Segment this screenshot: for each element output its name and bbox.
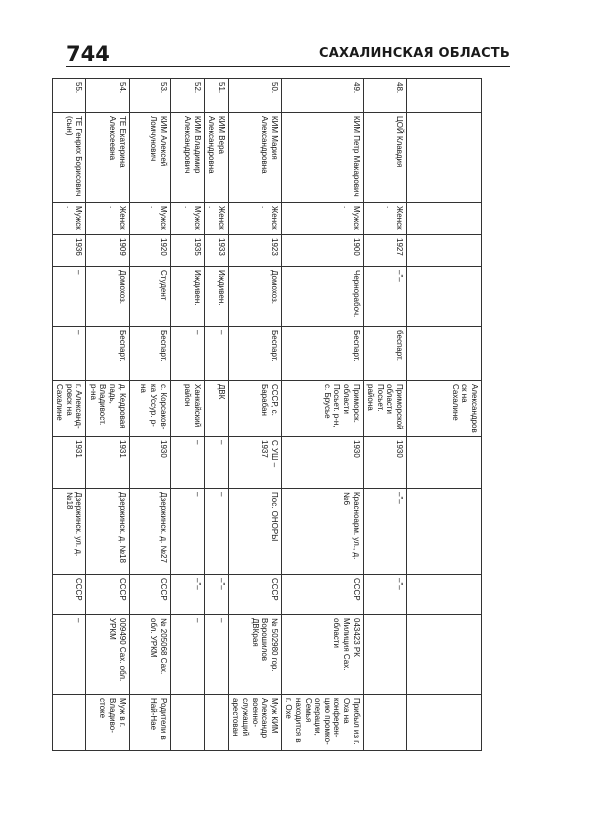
document-cell [363, 615, 406, 695]
address-cell: – [204, 489, 228, 575]
arrival-year-cell: 1931 [52, 437, 86, 489]
citizenship-cell: СССР [129, 575, 170, 615]
birthplace-cell: с. Корсаков-ка Уссур. р-на [129, 381, 170, 437]
table-cell: Александров ск на Сахалине [407, 381, 482, 437]
birthplace-cell: СССР, с. Барабан [228, 381, 281, 437]
party-cell: – [52, 327, 86, 381]
document-cell: № 205068 Сах. обл. УРКМ [129, 615, 170, 695]
note-cell [363, 695, 406, 751]
table-cell [407, 575, 482, 615]
sex-cell: Женск. [86, 203, 129, 235]
page-number: 744 [66, 42, 110, 66]
row-number-cell: 50. [228, 79, 281, 113]
arrival-year-cell: 1930 [129, 437, 170, 489]
note-cell [170, 695, 204, 751]
document-cell: № 502980 гор. Ворошилов ДВКрая [228, 615, 281, 695]
name-cell: КИМ Вера Александровна [204, 113, 228, 203]
table-cell [407, 113, 482, 203]
table-row [281, 79, 363, 751]
row-number-cell: 48. [363, 79, 406, 113]
birth-year-cell: 1900 [281, 235, 363, 267]
row-number-cell: 55. [52, 79, 86, 113]
running-title: САХАЛИНСКАЯ ОБЛАСТЬ [319, 46, 510, 61]
birth-year-cell: 1920 [129, 235, 170, 267]
rotated-table-frame [55, 78, 482, 750]
table-cell [407, 615, 482, 695]
occupation-cell: – [52, 267, 86, 327]
occupation-cell: Студент [129, 267, 170, 327]
table-row [170, 79, 204, 751]
occupation-cell: Иждивен. [204, 267, 228, 327]
sex-cell: Мужск. [281, 203, 363, 235]
occupation-cell: Домохоз. [228, 267, 281, 327]
party-cell: Беспарт. [86, 327, 129, 381]
name-cell: ТЕ Генрих Борисович (сын) [52, 113, 86, 203]
sex-cell: Мужск. [129, 203, 170, 235]
address-cell: Дзержинск. ул. д. №18 [52, 489, 86, 575]
arrival-year-cell: С УШ – 1937 [228, 437, 281, 489]
name-cell: ЦОЙ Клавдия [363, 113, 406, 203]
birth-year-cell: 1909 [86, 235, 129, 267]
row-number-cell: 49. [281, 79, 363, 113]
table-row [52, 79, 86, 751]
citizenship-cell: СССР [52, 575, 86, 615]
birthplace-cell: Ханкайский район [170, 381, 204, 437]
citizenship-cell: –"– [204, 575, 228, 615]
sex-cell: Женск. [204, 203, 228, 235]
occupation-cell: Чернорабоч. [281, 267, 363, 327]
name-cell: ТЕ Екатерина Алексеевна [86, 113, 129, 203]
table-cell [407, 203, 482, 235]
birthplace-cell: ДВК [204, 381, 228, 437]
note-cell: Прибыл из г. Оха на конферен-цию промко-операции, Семья находится в г. Охе [281, 695, 363, 751]
party-cell: Беспарт. [228, 327, 281, 381]
sex-cell: Женск. [228, 203, 281, 235]
table-cell [407, 695, 482, 751]
occupation-cell: –"– [363, 267, 406, 327]
document-cell: – [204, 615, 228, 695]
document-cell: 009490 Сах. обл. УРКМ [86, 615, 129, 695]
note-cell: Родители в Най-Нае [129, 695, 170, 751]
birthplace-cell: Приморской области Посьет. района [363, 381, 406, 437]
note-cell [204, 695, 228, 751]
birth-year-cell: 1933 [204, 235, 228, 267]
party-cell: – [204, 327, 228, 381]
party-cell: Беспарт. [129, 327, 170, 381]
row-number-cell: 52. [170, 79, 204, 113]
arrival-year-cell: 1931 [86, 437, 129, 489]
birth-year-cell: 1923 [228, 235, 281, 267]
name-cell: КИМ Петр Макарович [281, 113, 363, 203]
citizenship-cell: –"– [170, 575, 204, 615]
note-cell: Муж КИМ Александр военно-служащий арестован [228, 695, 281, 751]
birthplace-cell: г. Александ-ровск на Сахалине [52, 381, 86, 437]
address-cell: Дзержинск. д. №27 [129, 489, 170, 575]
table-row [129, 79, 170, 751]
occupation-cell: Домохоз. [86, 267, 129, 327]
sex-cell: Мужск. [52, 203, 86, 235]
birth-year-cell: 1936 [52, 235, 86, 267]
address-cell: Дзержинск. д. №18 [86, 489, 129, 575]
arrival-year-cell: – [204, 437, 228, 489]
address-cell: Красноарм. ул., д. №6 [281, 489, 363, 575]
birthplace-cell: д. Кедровая падь, Владивост. р-на [86, 381, 129, 437]
citizenship-cell: СССР [86, 575, 129, 615]
table-cell [407, 489, 482, 575]
party-cell: – [170, 327, 204, 381]
register-table [52, 78, 482, 751]
table-row [204, 79, 228, 751]
register-table-container [55, 78, 482, 750]
note-cell: Муж в г. Владиво-стоке [86, 695, 129, 751]
party-cell: Беспарт. [281, 327, 363, 381]
row-number-cell: 53. [129, 79, 170, 113]
document-cell: – [52, 615, 86, 695]
arrival-year-cell: – [170, 437, 204, 489]
arrival-year-cell: 1930 [281, 437, 363, 489]
name-cell: КИМ Мария Александровна [228, 113, 281, 203]
table-cell [407, 327, 482, 381]
citizenship-cell: СССР [228, 575, 281, 615]
table-row-continuation [407, 79, 482, 751]
table-cell [407, 235, 482, 267]
address-cell: – [170, 489, 204, 575]
header-rule [66, 66, 510, 67]
occupation-cell: Иждивен. [170, 267, 204, 327]
table-row [228, 79, 281, 751]
party-cell: беспарт. [363, 327, 406, 381]
table-cell [407, 437, 482, 489]
document-cell: – [170, 615, 204, 695]
citizenship-cell: –"– [363, 575, 406, 615]
address-cell: Пос. ОНОРЫ [228, 489, 281, 575]
table-row [363, 79, 406, 751]
arrival-year-cell: 1930 [363, 437, 406, 489]
table-row [86, 79, 129, 751]
row-number-cell: 51. [204, 79, 228, 113]
name-cell: КИМ Владимир Александрович [170, 113, 204, 203]
birth-year-cell: 1935 [170, 235, 204, 267]
birth-year-cell: 1927 [363, 235, 406, 267]
birthplace-cell: Приморск. области Посьет. р-н, с. Брусье [281, 381, 363, 437]
sex-cell: Мужск. [170, 203, 204, 235]
document-cell: 043423 РК Милиция Сах. области [281, 615, 363, 695]
table-cell [407, 79, 482, 113]
citizenship-cell: СССР [281, 575, 363, 615]
sex-cell: Женск. [363, 203, 406, 235]
name-cell: КИМ Алексей Ломчунович [129, 113, 170, 203]
row-number-cell: 54. [86, 79, 129, 113]
table-cell [407, 267, 482, 327]
note-cell [52, 695, 86, 751]
address-cell: –"– [363, 489, 406, 575]
